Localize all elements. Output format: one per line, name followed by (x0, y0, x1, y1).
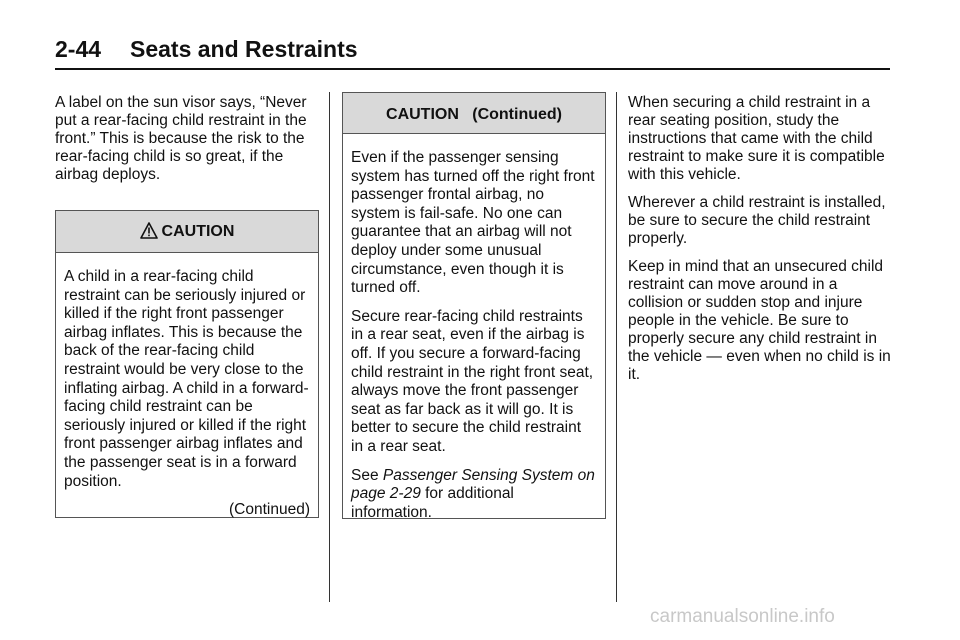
caution-box-1-heading (56, 211, 318, 253)
column-left (55, 94, 320, 194)
right-paragraph-3: Keep in mind that an unsecured child restraint can move around in a collision or sudden stop and injure people in the vehicle. Be sure to properly secure any child restraint in the vehicle — even when no child is in it. (628, 258, 891, 383)
section-title: Seats and Restraints (130, 36, 358, 62)
see-suffix: for additional information. (351, 485, 514, 521)
caution-2-para-2: Secure rear-facing child restraints in a rear seat, even if the airbag is off. If you secure a forward-facing child restraint in the right front seat, always move the front passenger seat as far back as it will go. It is better to secure the child restraint in a rear seat. (351, 307, 594, 455)
caution-box-2 (342, 92, 606, 519)
caution-label: CAUTION (161, 223, 235, 240)
see-prefix: See (351, 466, 379, 484)
right-paragraph-2: Wherever a child restraint is installed, be sure to secure the child restraint properly. (628, 194, 886, 247)
column-right (628, 94, 893, 394)
cross-reference-link[interactable]: Passenger Sensing System on page 2-29 (351, 466, 595, 503)
watermark: carmanualsonline.info (650, 606, 835, 627)
column-divider-1 (329, 92, 330, 602)
caution-box-1 (55, 210, 319, 518)
caution-2-see-ref (351, 467, 597, 523)
continued-label: (Continued) (229, 501, 310, 519)
caution-1-body: A child in a rear-facing child restraint can be seriously injured or killed if the right front passenger airbag inflates. This is because the back of the rear-facing child restraint would be very close to the inflating airbag. A child in a forward-facing child restraint can be seriously injured or killed if the right front passenger airbag inflates and the passenger seat is in a forward position. (64, 268, 309, 490)
caution-2-para-1: Even if the passenger sensing system has turned off the right front passenger frontal airbag, no system is fail-safe. No one can guarantee that an airbag will not deploy under some unusual circumstance, even though it is turned off. (351, 149, 595, 297)
caution-box-2-heading: CAUTION (Continued) (343, 93, 605, 134)
intro-paragraph: A label on the sun visor says, “Never put a rear-facing child restraint in the front.” This is because the risk to the rear-facing child is so great, if the airbag deploys. (55, 94, 307, 183)
warning-triangle-icon (140, 214, 158, 255)
page-header (55, 36, 890, 70)
page-number: 2-44 (55, 36, 102, 62)
column-divider-2 (616, 92, 617, 602)
right-paragraph-1: When securing a child restraint in a rear seating position, study the instructions that came with the child restraint to make sure it is compatible with this vehicle. (628, 94, 885, 183)
